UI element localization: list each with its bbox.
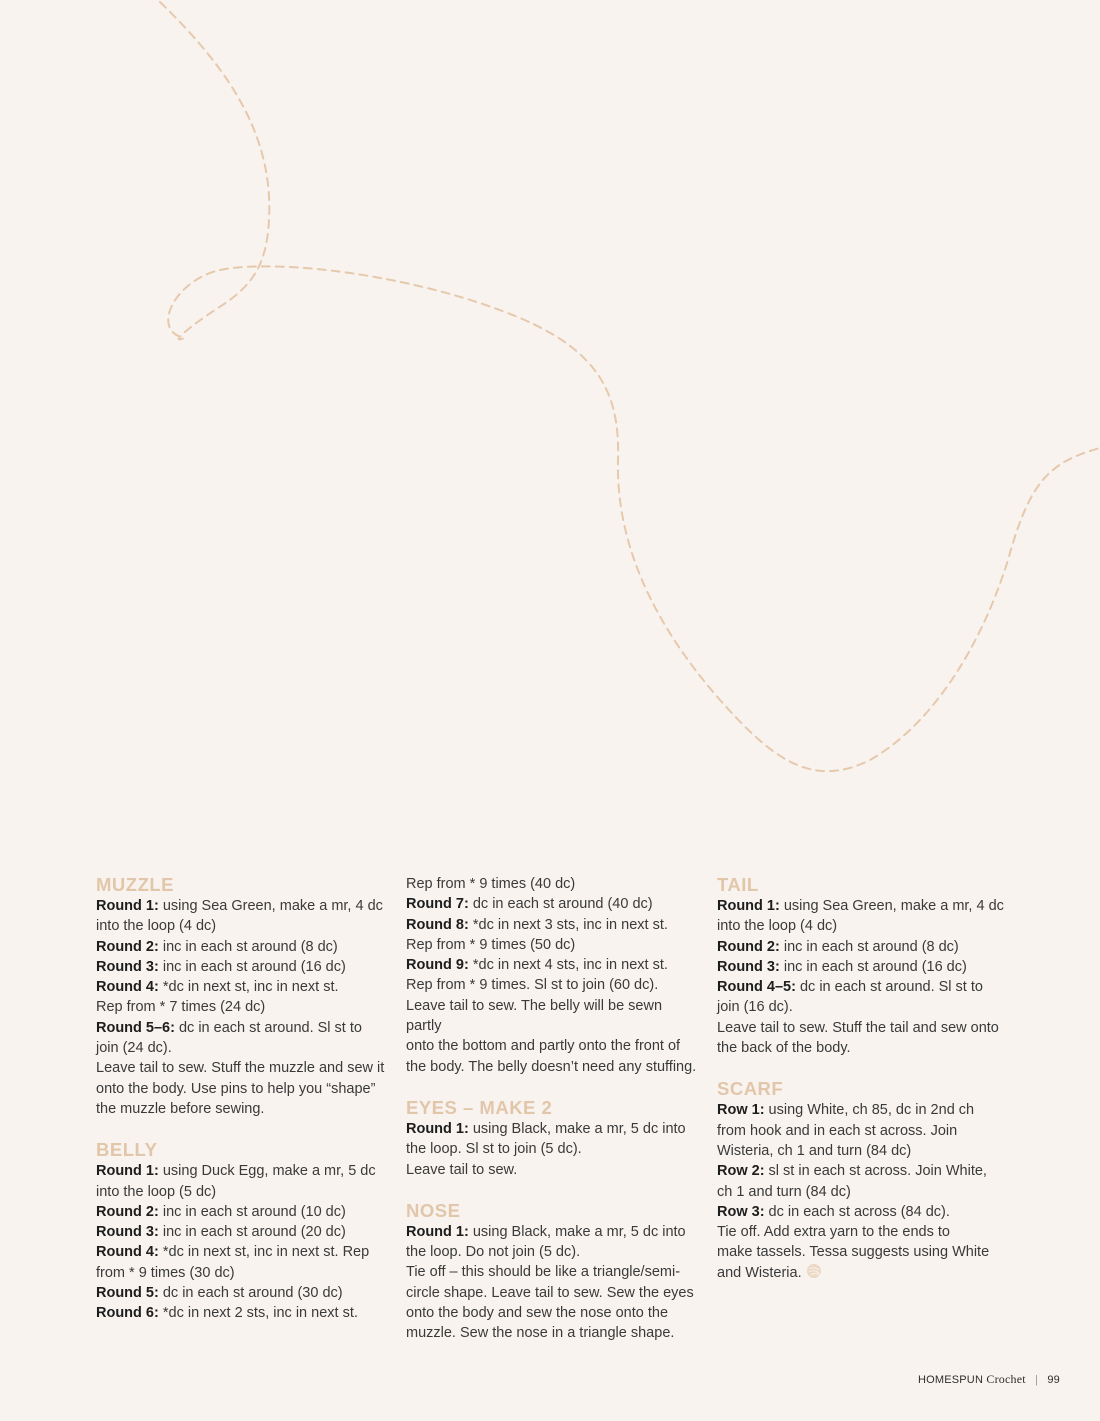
instruction-line [406,1160,698,1180]
instruction-text: *dc in next 3 sts, inc in next st. [468,916,668,933]
instruction-line [406,996,698,1037]
round-label: Row 2: [717,1163,765,1180]
instruction-text: dc in each st across (84 dc). [764,1203,950,1220]
instruction-line [717,957,1009,977]
instruction-line [406,1119,698,1139]
round-label: Round 2: [717,938,780,955]
instruction-line [96,916,388,936]
round-label: Round 3: [96,1224,159,1241]
instruction-line [717,1018,1009,1038]
instruction-text: ch 1 and turn (84 dc) [717,1183,851,1200]
instruction-line [717,1182,1009,1202]
instruction-line [96,896,388,916]
instruction-text: inc in each st around (10 dc) [158,1203,346,1220]
instruction-line [406,874,698,894]
round-label: Round 1: [717,898,780,914]
instruction-line [406,1303,698,1323]
heading-eyes: EYES – MAKE 2 [406,1096,553,1118]
round-label: Round 6: [96,1305,159,1322]
round-label: Round 3: [96,958,159,975]
instruction-line [406,1262,698,1282]
instruction-line [717,1121,1009,1141]
round-label: Round 3: [717,958,780,975]
instruction-text: *dc in next st, inc in next st. [158,979,339,996]
heading-nose: NOSE [406,1199,461,1221]
instruction-text: join (24 dc). [96,1040,172,1057]
instruction-line [96,1161,388,1181]
instruction-text: *dc in next 2 sts, inc in next st. [158,1305,358,1322]
nose-instructions [406,1222,698,1344]
instruction-line [96,997,388,1017]
instruction-line [96,1222,388,1242]
instruction-text: using Sea Green, make a mr, 4 dc [158,898,383,914]
round-label: Round 9: [406,957,469,974]
round-label: Round 1: [406,1223,469,1240]
section-nose [406,1200,698,1344]
column-right [717,874,1009,1303]
instruction-text: using Duck Egg, make a mr, 5 dc [158,1163,376,1180]
instruction-line [406,1242,698,1262]
instruction-text: Rep from * 7 times (24 dc) [96,999,266,1016]
instruction-text: Tie off – this should be like a triangle/semi- [406,1264,681,1281]
column-left [96,874,388,1344]
instruction-text: Leave tail to sew. The belly will be sewn partly [406,997,663,1035]
instruction-text: inc in each st around (16 dc) [158,958,346,975]
instruction-line [717,1202,1009,1222]
round-label: Round 8: [406,916,469,933]
instruction-line [406,894,698,914]
instruction-text: make tassels. Tessa suggests using White [717,1244,990,1261]
column-middle [406,874,698,1364]
instruction-text: into the loop (4 dc) [717,918,838,935]
heading-tail: TAIL [717,874,759,895]
section-belly [96,1139,388,1323]
instruction-text: using White, ch 85, dc in 2nd ch [764,1102,975,1119]
instruction-text: the body. The belly doesn’t need any stuffing. [406,1058,697,1075]
instruction-line [96,977,388,997]
instruction-line [717,1161,1009,1181]
round-label: Round 2: [96,1203,159,1220]
instruction-line [406,1057,698,1077]
instruction-text: from * 9 times (30 dc) [96,1264,235,1281]
section-eyes [406,1097,698,1180]
instruction-line [406,915,698,935]
round-label: Round 5: [96,1285,159,1302]
instruction-text: inc in each st around (16 dc) [779,958,967,975]
round-label: Round 4: [96,1244,159,1261]
instruction-line [96,1079,388,1099]
instruction-line [717,977,1009,997]
instruction-text: using Black, make a mr, 5 dc into [468,1120,686,1137]
instruction-text: *dc in next 4 sts, inc in next st. [468,957,668,974]
instruction-text: Rep from * 9 times. Sl st to join (60 dc). [406,977,659,994]
instruction-line [717,937,1009,957]
instruction-line [406,1036,698,1056]
instruction-text: sl st in each st across. Join White, [764,1163,987,1180]
instruction-text: dc in each st around. Sl st to [174,1019,362,1036]
instruction-text: using Sea Green, make a mr, 4 dc [779,898,1004,914]
instruction-line [96,1099,388,1119]
section-muzzle [96,874,388,1119]
instruction-text: from hook and in each st across. Join [717,1122,958,1139]
heading-belly: BELLY [96,1139,158,1161]
instruction-text: dc in each st around (40 dc) [468,896,653,913]
belly-instructions-continued [406,874,698,1077]
instruction-line [96,1058,388,1078]
instruction-text: Leave tail to sew. Stuff the muzzle and sew it [96,1060,385,1077]
section-belly-continued [406,874,698,1077]
instruction-line [406,1283,698,1303]
round-label: Round 1: [96,1163,159,1180]
instruction-line [406,1222,698,1242]
instruction-text: Leave tail to sew. Stuff the tail and sew onto [717,1019,999,1036]
yarn-ball-icon [806,1263,822,1279]
footer-subtitle: Crochet [986,1372,1026,1386]
instruction-text: the loop. Do not join (5 dc). [406,1244,581,1261]
instruction-line [96,937,388,957]
instruction-text: onto the body. Use pins to help you “shape” [96,1080,376,1097]
instruction-line [717,1038,1009,1058]
round-label: Round 1: [96,898,159,914]
instruction-text: onto the bottom and partly onto the front of [406,1038,681,1055]
footer-separator: | [1035,1374,1039,1386]
scarf-instructions [717,1100,1009,1283]
instruction-line [406,1323,698,1343]
instruction-text: dc in each st around (30 dc) [158,1285,343,1302]
section-scarf [717,1078,1009,1283]
instruction-text: join (16 dc). [717,999,793,1016]
round-label: Round 1: [406,1120,469,1137]
instruction-line [96,1182,388,1202]
round-label: Row 3: [717,1203,765,1220]
heading-muzzle: MUZZLE [96,874,175,895]
instruction-text: muzzle. Sew the nose in a triangle shape. [406,1325,675,1342]
instruction-line [96,1018,388,1038]
page-number: 99 [1047,1374,1060,1386]
instruction-text: the back of the body. [717,1040,851,1057]
instruction-text: Wisteria, ch 1 and turn (84 dc) [717,1142,912,1159]
instruction-line [96,1202,388,1222]
instruction-line [717,1242,1009,1262]
instruction-text: onto the body and sew the nose onto the [406,1305,669,1322]
instruction-text: Tie off. Add extra yarn to the ends to [717,1224,950,1241]
instruction-line [717,1100,1009,1120]
instruction-text: *dc in next st, inc in next st. Rep [158,1244,370,1261]
instruction-text: using Black, make a mr, 5 dc into [468,1223,686,1240]
instruction-line [96,957,388,977]
instruction-text: dc in each st around. Sl st to [795,979,983,996]
instruction-text: and Wisteria. [717,1264,802,1281]
tail-instructions [717,896,1009,1058]
round-label: Round 4: [96,979,159,996]
instruction-line [717,1263,1009,1283]
instruction-text: circle shape. Leave tail to sew. Sew the eyes [406,1284,694,1301]
round-label: Round 7: [406,896,469,913]
instruction-line [717,997,1009,1017]
heading-scarf: SCARF [717,1078,784,1100]
instruction-line [717,896,1009,916]
instruction-text: the loop. Sl st to join (5 dc). [406,1141,582,1158]
instruction-text: into the loop (4 dc) [96,918,217,935]
belly-instructions [96,1161,388,1323]
instruction-line [406,1139,698,1159]
round-label: Row 1: [717,1102,765,1119]
instruction-line [717,1141,1009,1161]
instruction-line [96,1283,388,1303]
instruction-text: inc in each st around (20 dc) [158,1224,346,1241]
round-label: Round 5–6: [96,1019,175,1036]
eyes-instructions [406,1119,698,1180]
instruction-text: Leave tail to sew. [406,1161,518,1178]
instruction-line [96,1263,388,1283]
instruction-line [406,975,698,995]
instruction-text: inc in each st around (8 dc) [779,938,959,955]
round-label: Round 2: [96,938,159,955]
instruction-line [406,955,698,975]
muzzle-instructions [96,896,388,1119]
instruction-line [717,1222,1009,1242]
instruction-line [717,916,1009,936]
instruction-text: Rep from * 9 times (40 dc) [406,876,576,892]
instruction-line [406,935,698,955]
instruction-text: into the loop (5 dc) [96,1183,217,1200]
section-tail [717,874,1009,1058]
instruction-text: the muzzle before sewing. [96,1100,265,1117]
instruction-text: Rep from * 9 times (50 dc) [406,936,576,953]
page-footer [918,1372,1060,1387]
instruction-text: inc in each st around (8 dc) [158,938,338,955]
round-label: Round 4–5: [717,979,796,996]
instruction-line [96,1303,388,1323]
footer-brand: HOMESPUN [917,1374,984,1386]
instruction-line [96,1038,388,1058]
instruction-line [96,1242,388,1262]
